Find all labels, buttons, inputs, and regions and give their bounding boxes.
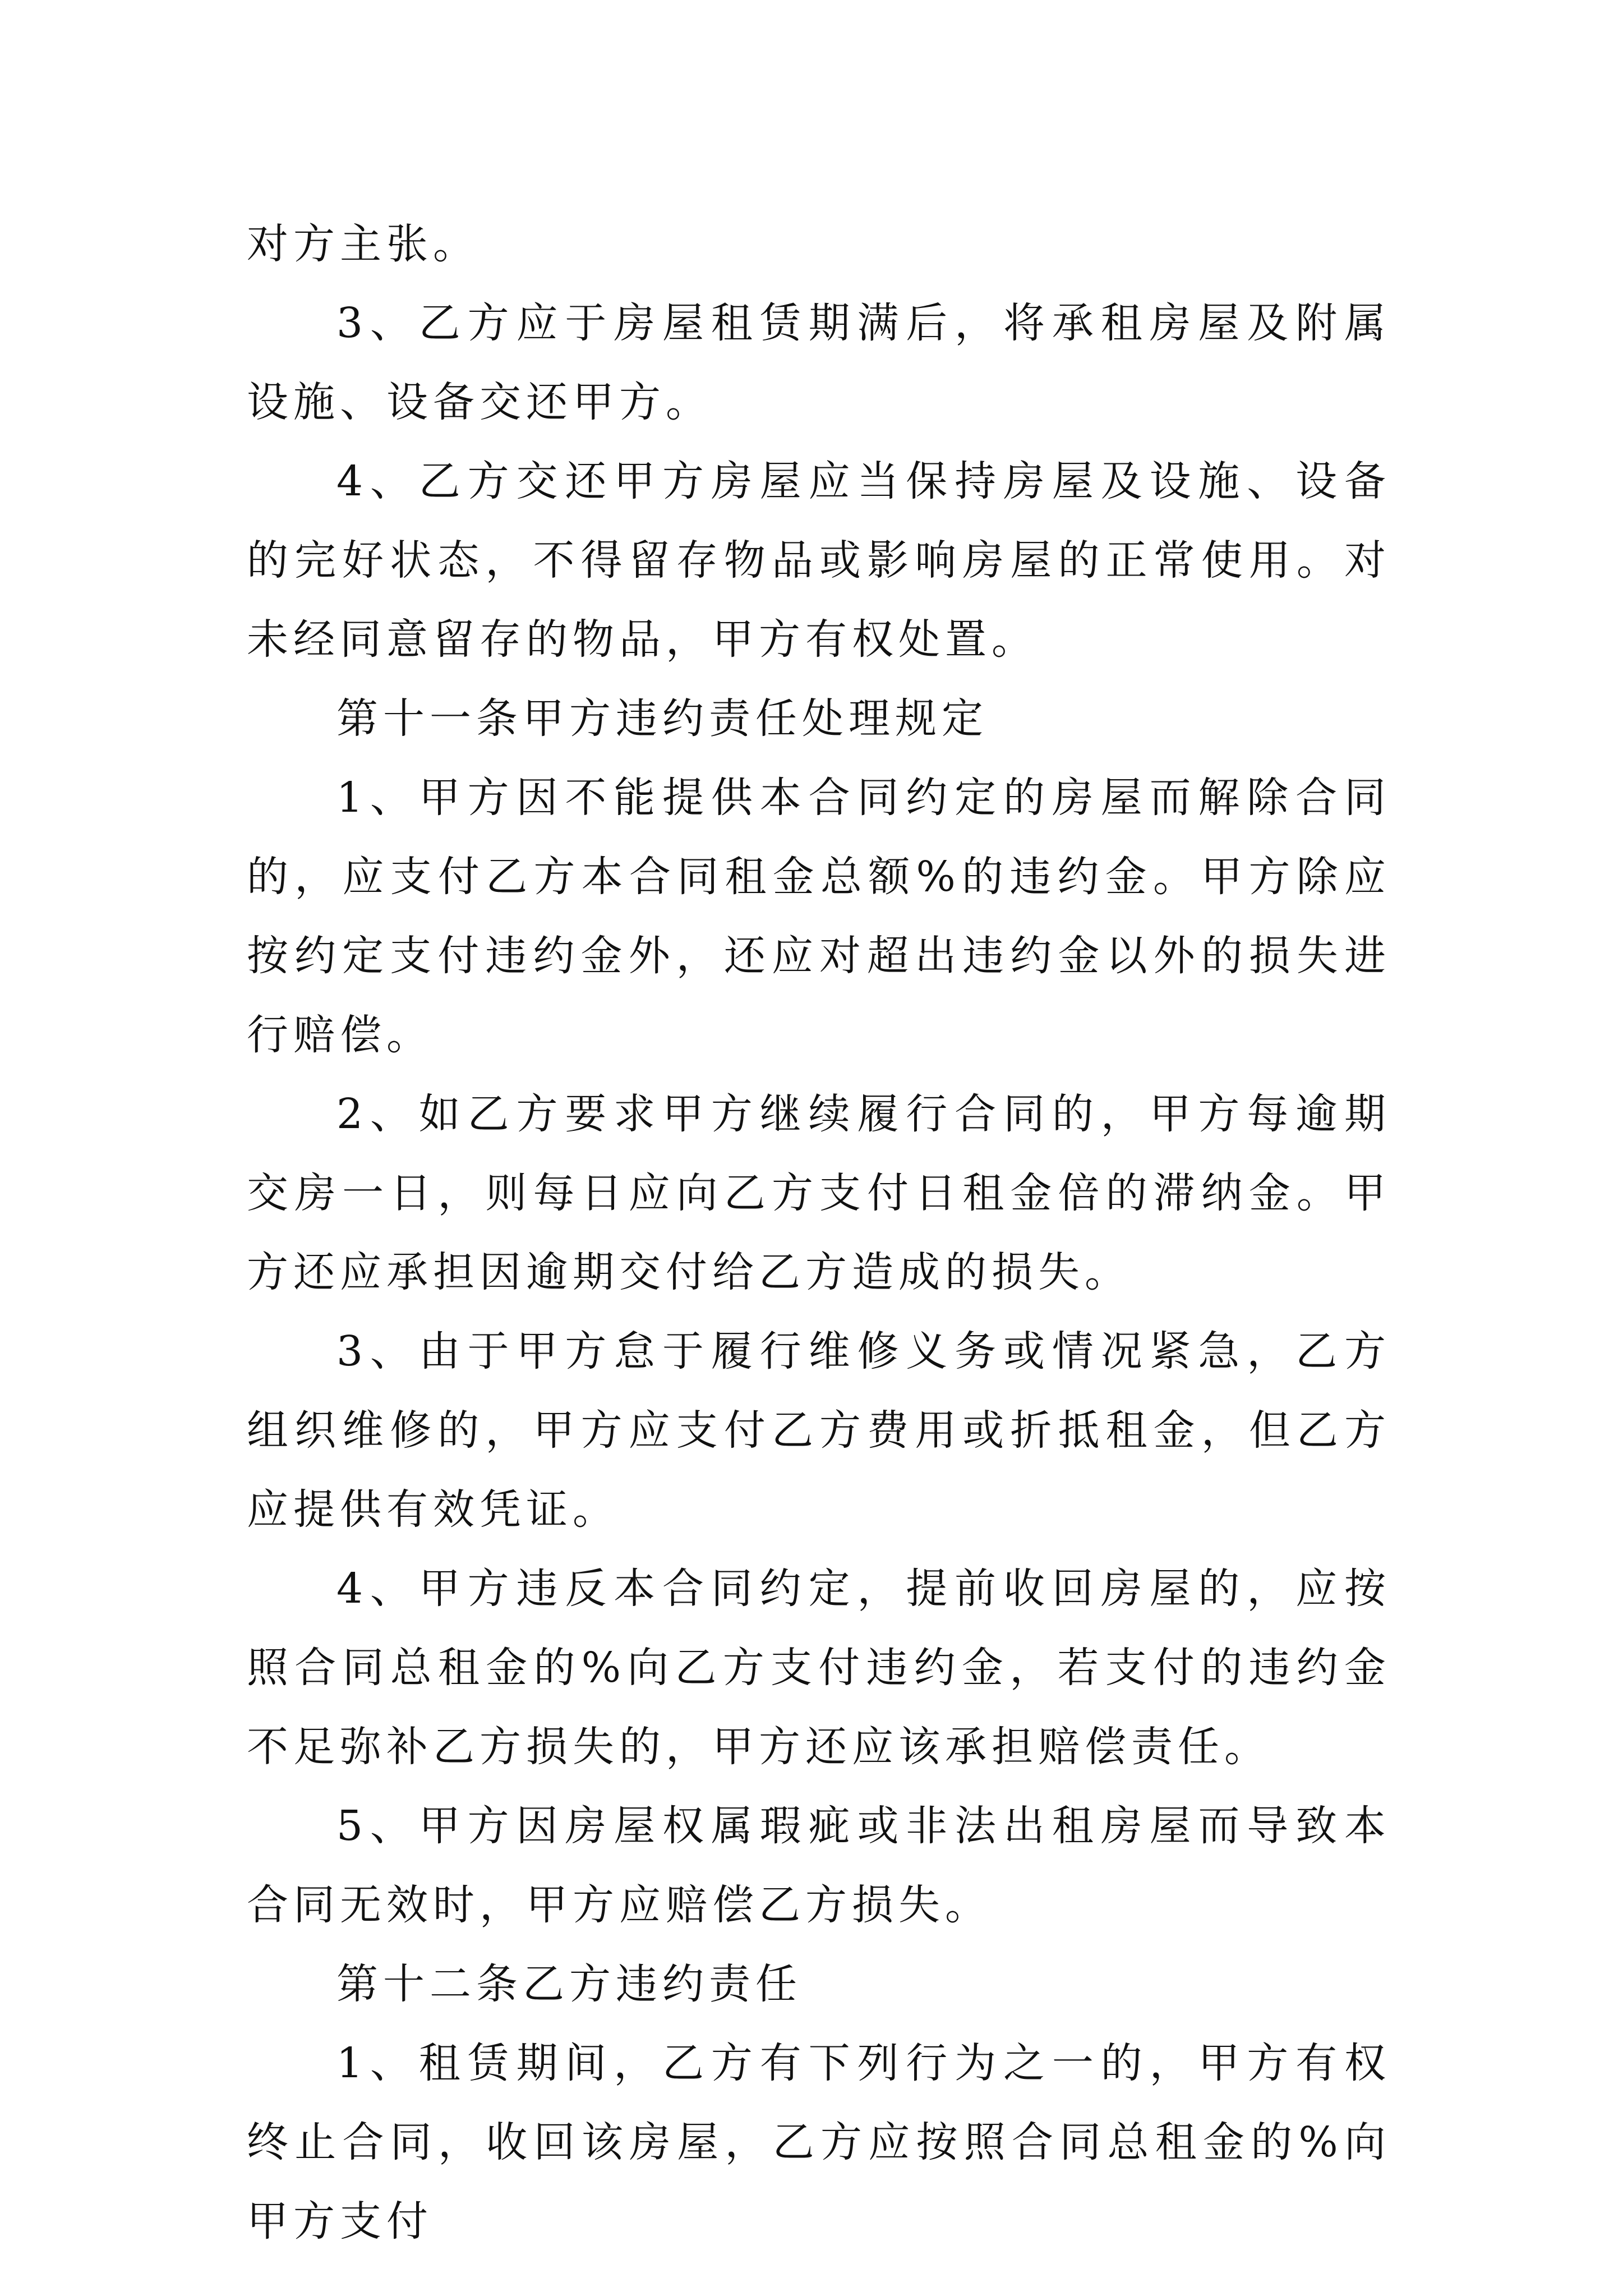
document-body (247, 205, 1391, 2261)
paragraph-article-11-clause-3: 3、由于甲方怠于履行维修义务或情况紧急，乙方组织维修的，甲方应支付乙方费用或折抵租金，但乙方应提供有效凭证。 (247, 1327, 1391, 1534)
paragraph-article-11-clause-4: 4、甲方违反本合同约定，提前收回房屋的，应按照合同总租金的%向乙方支付违约金，若支付的违约金不足弥补乙方损失的，甲方还应该承担赔偿责任。 (247, 1565, 1391, 1771)
paragraph-article-11-clause-1: 1、甲方因不能提供本合同约定的房屋而解除合同的，应支付乙方本合同租金总额%的违约金。甲方除应按约定支付违约金外，还应对超出违约金以外的损失进行赔偿。 (247, 774, 1391, 1059)
paragraph-article-11-clause-5: 5、甲方因房屋权属瑕疵或非法出租房屋而导致本合同无效时，甲方应赔偿乙方损失。 (247, 1802, 1391, 1929)
paragraph-article-11-clause-2: 2、如乙方要求甲方继续履行合同的，甲方每逾期交房一日，则每日应向乙方支付日租金倍的滞纳金。甲方还应承担因逾期交付给乙方造成的损失。 (247, 1090, 1391, 1296)
paragraph-article-12-clause-1: 1、租赁期间，乙方有下列行为之一的，甲方有权终止合同，收回该房屋，乙方应按照合同总租金的%向甲方支付 (247, 2039, 1391, 2246)
article-12-heading: 第十二条乙方违约责任 (336, 1960, 802, 2008)
article-11-heading: 第十一条甲方违约责任处理规定 (336, 694, 988, 743)
paragraph-clause-4: 4、乙方交还甲方房屋应当保持房屋及设施、设备的完好状态，不得留存物品或影响房屋的正常使用。对未经同意留存的物品，甲方有权处置。 (247, 457, 1391, 664)
paragraph-continuation: 对方主张。 (247, 220, 479, 268)
paragraph-clause-3: 3、乙方应于房屋租赁期满后，将承租房屋及附属设施、设备交还甲方。 (247, 299, 1391, 426)
